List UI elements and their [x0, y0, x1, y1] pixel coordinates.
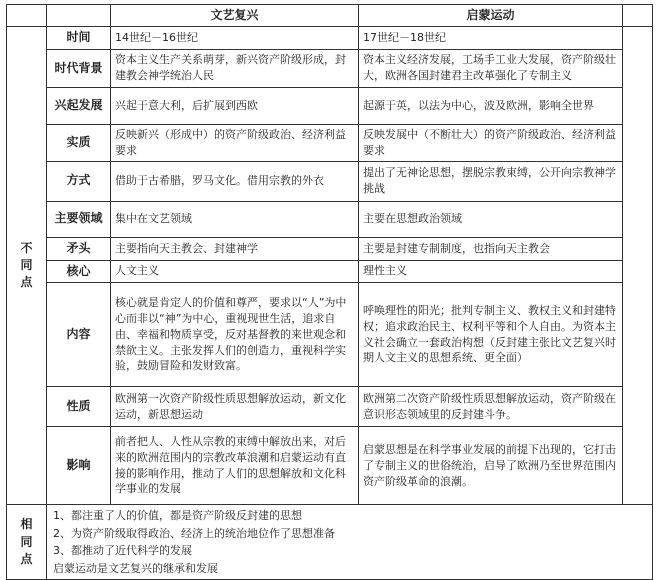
- row-label: 实质: [47, 124, 111, 161]
- similarity-item: 1、都注重了人的价值，都是资产阶级反封建的思想: [53, 509, 302, 523]
- enlightenment-cell: 主要是封建专制制度，也指向天主教会: [359, 237, 623, 260]
- row-label: 矛头: [47, 237, 111, 260]
- row-label: 方式: [47, 161, 111, 201]
- row-label: 时间: [47, 27, 111, 49]
- row-label: 内容: [47, 283, 111, 387]
- similarities-list: [47, 505, 653, 580]
- extra-column: [623, 27, 653, 505]
- renaissance-cell: 反映新兴（形成中）的资产阶级政治、经济利益要求: [111, 124, 359, 161]
- corner-cell: [7, 5, 47, 27]
- table-row: [7, 27, 653, 49]
- header-enlightenment: 启蒙运动: [359, 5, 623, 27]
- enlightenment-cell: 呼唤理性的阳光；批判专制主义、教权主义和封建特权；追求政治民主、权利平等和个人自由。为资本主义社会确立一套政治构想（反封建主张比文艺复兴时期人文主义的思想系统、更全面）: [359, 283, 623, 387]
- renaissance-cell: 欧洲第一次资产阶级性质思想解放运动，新文化运动，新思想运动: [111, 387, 359, 427]
- renaissance-cell: 核心就是肯定人的价值和尊严，要求以“人”为中心而非以“神”为中心，重视现世生活，追求自由、幸福和物质享受，反对基督教的来世观念和禁欲主义。主张发挥人们的创造力，重视科学实验，鼓励冒险和发财致富。: [111, 283, 359, 387]
- similarity-item: 2、为资产阶级取得政治、经济上的统治地位作了思想准备: [53, 526, 335, 540]
- header-extra-cell: [623, 5, 653, 27]
- similarity-item: 3、都推动了近代科学的发展: [53, 544, 192, 558]
- row-label: 影响: [47, 427, 111, 505]
- table-row: [7, 87, 653, 124]
- table-row: [7, 260, 653, 282]
- enlightenment-cell: 起源于英，以法为中心，波及欧洲，影响全世界: [359, 87, 623, 124]
- table-row: [7, 161, 653, 201]
- table-row: [7, 124, 653, 161]
- similarities-label: 相 同 点: [7, 505, 47, 580]
- row-label: 主要领域: [47, 201, 111, 237]
- header-renaissance: 文艺复兴: [111, 5, 359, 27]
- similarity-item: 启蒙运动是文艺复兴的继承和发展: [53, 561, 218, 575]
- row-label: 时代背景: [47, 49, 111, 87]
- enlightenment-cell: 理性主义: [359, 260, 623, 282]
- renaissance-cell: 借助于古希腊，罗马文化。借用宗教的外衣: [111, 161, 359, 201]
- enlightenment-cell: 主要在思想政治领域: [359, 201, 623, 237]
- enlightenment-cell: 提出了无神论思想，摆脱宗教束缚，公开向宗教神学挑战: [359, 161, 623, 201]
- table-row: [7, 283, 653, 387]
- similarities-row: [7, 505, 653, 580]
- enlightenment-cell: 资本主义经济发展，工场手工业大发展，资产阶级壮大，欧洲各国封建君主改革强化了专制主义: [359, 49, 623, 87]
- table-row: [7, 201, 653, 237]
- comparison-table: [6, 4, 653, 580]
- row-label: 兴起发展: [47, 87, 111, 124]
- renaissance-cell: 集中在文艺领域: [111, 201, 359, 237]
- renaissance-cell: 人文主义: [111, 260, 359, 282]
- renaissance-cell: 14世纪－16世纪: [111, 27, 359, 49]
- table-row: [7, 387, 653, 427]
- enlightenment-cell: 启蒙思想是在科学事业发展的前提下出现的，它打击了专制主义的世俗统治，启导了欧洲乃至世界范围内资产阶级革命的浪潮。: [359, 427, 623, 505]
- corner-cell-2: [47, 5, 111, 27]
- enlightenment-cell: 欧洲第二次资产阶级性质思想解放运动，资产阶级在意识形态领域里的反封建斗争。: [359, 387, 623, 427]
- differences-label: 不 同 点: [7, 27, 47, 505]
- table-row: [7, 237, 653, 260]
- table-row: [7, 427, 653, 505]
- header-row: [7, 5, 653, 27]
- renaissance-cell: 主要指向天主教会、封建神学: [111, 237, 359, 260]
- renaissance-cell: 兴起于意大利，后扩展到西欧: [111, 87, 359, 124]
- row-label: 核心: [47, 260, 111, 282]
- enlightenment-cell: 反映发展中（不断壮大）的资产阶级政治、经济利益要求: [359, 124, 623, 161]
- row-label: 性质: [47, 387, 111, 427]
- enlightenment-cell: 17世纪－18世纪: [359, 27, 623, 49]
- renaissance-cell: 前者把人、人性从宗教的束缚中解放出来，对后来的欧洲范围内的宗教改革浪潮和启蒙运动有直接的影响作用，推动了人们的思想解放和文化科学事业的发展: [111, 427, 359, 505]
- comparison-document: [6, 4, 652, 575]
- renaissance-cell: 资本主义生产关系萌芽，新兴资产阶级形成，封建教会神学统治人民: [111, 49, 359, 87]
- table-row: [7, 49, 653, 87]
